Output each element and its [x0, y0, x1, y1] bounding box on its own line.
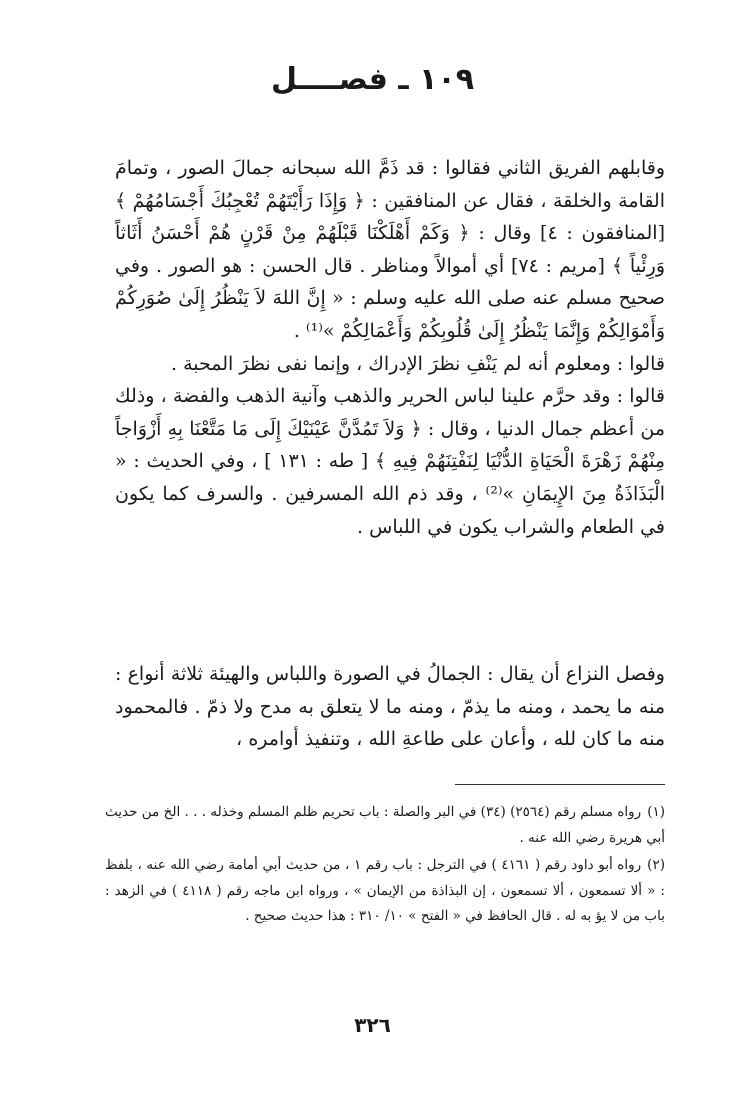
paragraph: وفصل النزاع أن يقال : الجمالُ في الصورة واللباس والهيئة ثلاثة أنواع : منه ما يحمد ، ومنه ما يذمّ ، ومنه ما لا يتعلق به مدح ولا ذمّ . فالمحمود منه ما كان لله ، وأعان على طاعةِ الله ، وتنفيذ أوامره ،: [115, 663, 665, 751]
paragraph: قالوا : ومعلوم أنه لم يَنْفِ نظرَ الإدراك ، وإنما نفى نظرَ المحبة .: [171, 352, 665, 375]
footnote-text: رواه مسلم رقم (٢٥٦٤) (٣٤) في البر والصلة : باب تحريم ظلم المسلم وخذله . . . الخ من حديث أبي هريرة رضي الله عنه .: [105, 804, 665, 846]
footnote-number: (٢): [647, 857, 665, 873]
footnote: [105, 800, 665, 851]
footnote: [105, 853, 665, 930]
footnote-text: رواه أبو داود رقم ( ٤١٦١ ) في الترجل : باب رقم ١ ، من حديث أبي أمامة رضي الله عنه ، بلفظ : « ألا تسمعون ، ألا تسمعون ، إن البذاذة من الإيمان » ، ورواه ابن ماجه رقم ( ٤١١٨ ) في الزهد : باب من لا يؤ به له . قال الحافظ في « الفتح » ١٠/ ٣١٠ : هذا حديث صحيح .: [105, 857, 665, 924]
second-text-block: [115, 658, 665, 756]
page-number: ٣٢٦: [354, 1013, 391, 1037]
footnotes: [105, 800, 665, 932]
main-text-block: [115, 152, 665, 543]
footnote-divider: [455, 784, 665, 785]
chapter-heading: ١٠٩ ـ فصــــل: [270, 62, 475, 97]
paragraph: وقابلهم الفريق الثاني فقالوا : قد ذَمَّ الله سبحانه جمالَ الصور ، وتمامَ القامة والخلقة ، فقال عن المنافقين : ﴿ وَإِذَا رَأَيْتَهُمْ تُعْجِبُكَ أَجْسَامُهُمْ ﴾[المنافقون : ٤] وقال : ﴿ وَكَمْ أَهْلَكْنَا قَبْلَهُمْ مِنْ قَرْنٍ هُمْ أَحْسَنُ أَثَاثاً وَرِئْياً ﴾ [مريم : ٧٤] أي أموالاً ومناظر . قال الحسن : هو الصور . وفي صحيح مسلم عنه صلى الله عليه وسلم : « إِنَّ اللهَ لاَ يَنْظُرُ إِلَىٰ صُوَرِكُمْ وَأَمْوَالِكُمْ وَإِنَّمَا يَنْظُرُ إِلَىٰ قُلُوبِكُمْ وَأَعْمَالِكُمْ »⁽¹⁾ .: [115, 157, 665, 342]
paragraph: قالوا : وقد حرَّم علينا لباس الحرير والذهب وآنية الذهب والفضة ، وذلك من أعظم جمال الدنيا ، وقال : ﴿ وَلاَ تَمُدَّنَّ عَيْنَيْكَ إِلَى مَا مَتَّعْنَا بِهِ أَزْوَاجاً مِنْهُمْ زَهْرَةَ الْحَيَاةِ الدُّنْيَا لِنَفْتِنَهُمْ فِيهِ ﴾ [ طه : ١٣١ ] ، وفي الحديث : « الْبَذَاذَةُ مِنَ الإِيمَانِ »⁽²⁾ ، وقد ذم الله المسرفين . والسرف كما يكون في الطعام والشراب يكون في اللباس .: [115, 385, 666, 538]
footnote-number: (١): [647, 804, 666, 820]
